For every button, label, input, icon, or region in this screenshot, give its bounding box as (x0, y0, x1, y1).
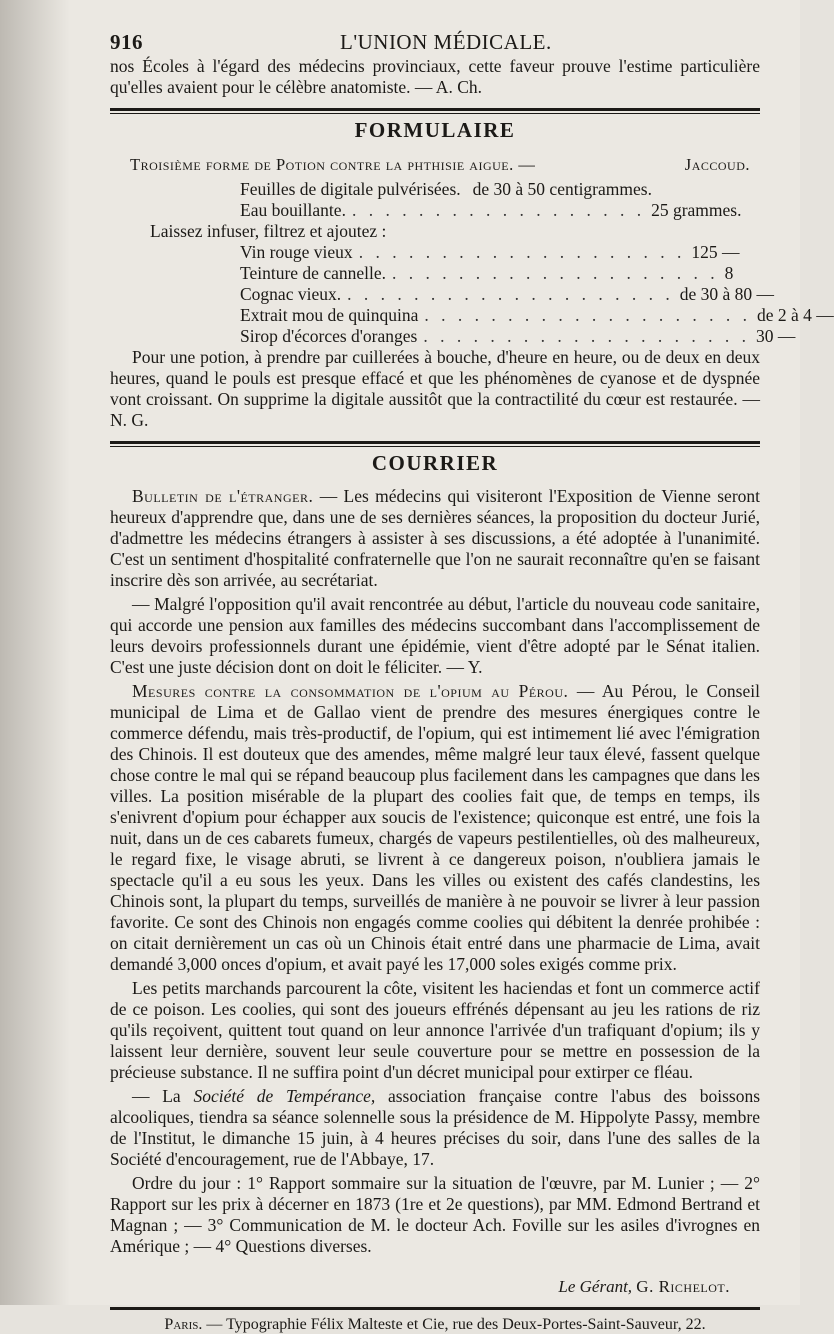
ingredient-name: Vin rouge vieux (240, 242, 353, 262)
ingredient-name: Sirop d'écorces d'oranges (240, 326, 418, 346)
ingredient-qty: de 2 à 4 — (757, 305, 834, 325)
dot-leader: . . . . . . . . . . . . . . . . . . (351, 200, 646, 220)
courrier-paragraph: Les petits marchands parcourent la côte, visitent les haciendas et font un commerce actif de ce poison. Les coolies, qui sont des joueurs effrénés dépensant au jeu les rations de riz qu'ils reçoivent, quittent tout quand on leur annonce l'arrivée d'un trafiquant d'opium; ils y laissent leur dernière, souvent leur seule couverture pour se mettre en possession de la précieuse substance. Il ne suffira point d'un décret municipal pour extirper ce fléau. (110, 978, 760, 1082)
ingredient-list-b (110, 242, 834, 347)
paragraph-lead: Bulletin de l'étranger. (132, 486, 314, 506)
ingredient-row (110, 200, 742, 221)
signature-name: G. Richelot. (636, 1277, 730, 1296)
footer-rule (110, 1307, 760, 1310)
courrier-paragraph: — Malgré l'opposition qu'il avait rencontrée au début, l'article du nouveau code sanitaire, qui accorde une pension aux familles des médecins succombant dans l'accomplissement de leurs devoirs professionnels durant une épidémie, vient d'être adopté par le Sénat italien. C'est une juste décision dont on doit le féliciter. — Y. (110, 594, 760, 677)
dot-leader: . . . . . . . . . . . . . . . . . . . . (358, 242, 686, 262)
section-rule (110, 108, 760, 114)
ingredient-qty: 25 grammes. (651, 200, 742, 220)
paragraph-text: association française contre l'abus des boissons alcooliques, tiendra sa séance solennelle sous la présidence de M. Hippolyte Passy, membre de l'Institut, le dimanche 15 juin, à 4 heures précises du soir, dans l'une des salles de la Société d'encouragement, rue de l'Abbaye, 17. (110, 1086, 761, 1169)
recipe-name: Troisième forme de Potion contre la phthisie aigue. — (130, 155, 536, 174)
formulaire-title: FORMULAIRE (354, 118, 516, 142)
signature (110, 1277, 730, 1297)
paragraph-lead: Mesures contre la consommation de l'opium au Pérou. (132, 681, 569, 701)
running-head (110, 20, 760, 56)
recipe-instruction: Laissez infuser, filtrez et ajoutez : (150, 221, 387, 241)
dot-leader: . . . . . . . . . . . . . . . . . . . . (347, 284, 674, 304)
journal-title: L'UNION MÉDICALE. (340, 30, 552, 54)
ingredient-name: Teinture de cannelle. (240, 263, 386, 283)
ingredient-row (110, 242, 740, 263)
paragraph-text: — Les médecins qui visiteront l'Exposition de Vienne seront heureux d'apprendre que, dans une de ses dernières séances, la proposition du docteur Jurié, d'admettre les médecins étrangers à assister à ses discussions, a été adoptée à l'unanimité. C'est un sentiment d'hospitalité confraternelle que l'on ne saurait reconnaître qu'en se faisant inscrire dès son arrivée, au secrétariat. (110, 486, 761, 590)
dot-leader: . . . . . . . . . . . . . . . . . . . . (423, 326, 750, 346)
courrier-section (110, 486, 760, 1257)
courrier-paragraph: Ordre du jour : 1° Rapport sommaire sur la situation de l'œuvre, par M. Lunier ; — 2° Rapport sur les prix à décerner en 1873 (1re et 2e questions), par MM. Edmond Bertrand et Magnan ; — 3° Communication de M. le docteur Ach. Foville sur les asiles d'ivrognes en Amérique ; — 4° Questions diverses. (110, 1173, 760, 1256)
paragraph-text: — Au Pérou, le Conseil municipal de Lima et de Gallao vient de prendre des mesures énergiques contre le commerce défendu, mais très-productif, de l'opium, qui est intimement lié avec l'émigration des Chinois. Il est douteux que des amendes, même malgré leur taux élevé, fassent quelque chose contre le mal qui se répand beaucoup plus facilement dans les campagnes que dans les villes. La position misérable de la plupart des coolies fait que, de temps en temps, ils s'enivrent d'opium pour échapper aux soucis de l'existence; quiconque est entré, une fois la nuit, dans un de ces cabarets fumeux, chargés de vapeurs pestilentielles, où des malheureux, le regard fixe, le visage abruti, se livrent à ce dangereux poison, n'oubliera jamais le spectacle qu'il a eu sous les yeux. Dans les villes ou existent des cafés clandestins, les Chinois sont, la plupart du temps, surveillés de manière à ne pouvoir se livrer à leur passion favorite. Ce sont des Chinois non engagés comme coolies qui débitent la denrée prohibée : on citait dernièrement un cas où un Chinois était entré dans une pharmacie de Lima, avait demandé 3,000 onces d'opium, et avait payé les 17,000 soles exigés comme prix. (110, 681, 760, 974)
ingredient-row (110, 263, 734, 284)
dot-leader: . . . . . . . . . . . . . . . . . . . . (392, 263, 719, 283)
ingredient-qty: 125 — (691, 242, 740, 262)
ingredient-qty: 30 — (755, 326, 796, 346)
recipe-directions: Pour une potion, à prendre par cuillerées à bouche, d'heure en heure, ou de deux en deux heures, quand le pouls est presque effacé et que les phénomènes de cyanose et de dyspnée vont croissant. On supprime la digitale aussitôt que la contractilité du cœur est restaurée. — N. G. (110, 347, 760, 430)
ingredient-list-a (110, 179, 760, 221)
page-edge-shadow (0, 0, 70, 1305)
signature-label: Le Gérant, (558, 1277, 633, 1296)
ingredient-row (110, 179, 652, 200)
intro-paragraph: nos Écoles à l'égard des médecins provinciaux, cette faveur prouve l'estime particulière qu'elles avaient pour le célèbre anatomiste. — A. Ch. (110, 56, 760, 97)
ingredient-row (110, 284, 775, 305)
ingredient-name: Feuilles de digitale pulvérisées. (240, 179, 461, 199)
ingredient-qty: de 30 à 80 — (679, 284, 775, 304)
imprint-city: Paris. (164, 1316, 203, 1333)
paragraph-prefix: — La (132, 1086, 194, 1106)
ingredient-qty: de 30 à 50 centigrammes. (472, 179, 652, 199)
page-number: 916 (110, 30, 143, 54)
ingredient-name: Extrait mou de quinquina (240, 305, 419, 325)
ingredient-name: Cognac vieux. (240, 284, 342, 304)
section-rule (110, 441, 760, 447)
courrier-paragraph (110, 681, 760, 975)
ingredient-row (110, 326, 796, 347)
courrier-title: COURRIER (371, 451, 499, 475)
courrier-paragraph (110, 486, 760, 591)
courrier-paragraph (110, 1086, 760, 1170)
ingredient-row (110, 305, 834, 326)
society-name: Société de Tempérance, (193, 1086, 376, 1106)
dot-leader: . . . . . . . . . . . . . . . . . . . . (424, 305, 751, 325)
recipe-author: Jaccoud. (684, 155, 750, 174)
recipe-title (130, 155, 760, 175)
ingredient-qty: 8 (724, 263, 734, 283)
imprint-text: — Typographie Félix Malteste et Cie, rue des Deux-Portes-Saint-Sauveur, 22. (202, 1316, 706, 1333)
printer-imprint (110, 1316, 760, 1334)
ingredient-name: Eau bouillante. (240, 200, 346, 220)
